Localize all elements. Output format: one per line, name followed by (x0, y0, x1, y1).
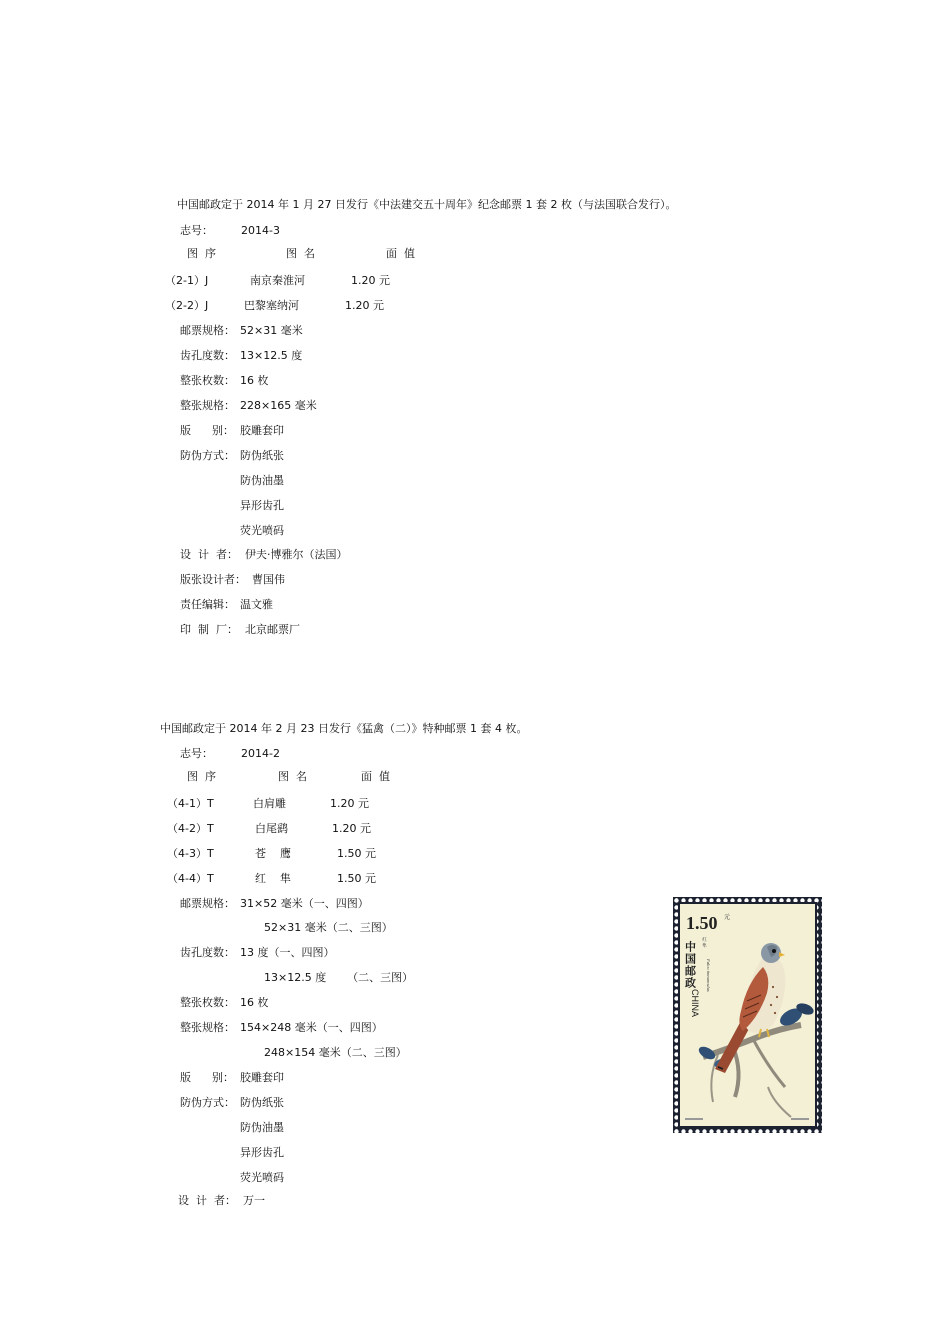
stamp-country-en: CHINA (690, 989, 700, 1018)
issue2-sheet-count: 16 枚 (240, 996, 269, 1009)
issue1-security-2: 防伪油墨 (240, 474, 284, 487)
issue1-printer: 北京邮票厂 (245, 623, 300, 636)
stamp-bird-latin: Falco tinnunculus (706, 959, 711, 992)
issue1-perf-label: 齿孔度数： (180, 349, 235, 362)
issue2-size-1: 31×52 毫米（一、四图） (240, 897, 369, 910)
issue1-security-1: 防伪纸张 (240, 449, 284, 462)
issue1-row1-value: 1.20 元 (351, 274, 390, 287)
issue1-zhihao: 2014-3 (241, 224, 280, 237)
issue2-security-3: 异形齿孔 (240, 1146, 284, 1159)
issue2-perf-2: 13×12.5 度 （二、三图） (264, 971, 414, 984)
issue2-security-4: 荧光喷码 (240, 1171, 284, 1184)
issue1-col-order: 图 序 (187, 247, 216, 260)
issue2-security-label: 防伪方式： (180, 1096, 235, 1109)
issue2-print: 胶雕套印 (240, 1071, 284, 1084)
issue1-row1-order: （2-1）J (165, 274, 209, 287)
issue2-row4-order: （4-4）T (167, 872, 214, 885)
issue1-zhihao-label: 志号： (180, 224, 213, 237)
issue1-designer: 伊夫·博雅尔（法国） (245, 548, 348, 561)
issue2-perf-1: 13 度（一、四图） (240, 946, 335, 959)
issue1-row2-value: 1.20 元 (345, 299, 384, 312)
issue1-editor-label: 责任编辑： (180, 598, 235, 611)
stamp-bird-caption: 红 隼 (701, 937, 707, 948)
issue2-print-label: 版 别： (180, 1071, 234, 1084)
issue2-designer: 万一 (243, 1194, 265, 1207)
issue1-row2-name: 巴黎塞纳河 (244, 299, 299, 312)
issue1-security-label: 防伪方式： (180, 449, 235, 462)
issue1-sheet-count-label: 整张枚数： (180, 374, 235, 387)
issue2-security-2: 防伪油墨 (240, 1121, 284, 1134)
issue1-security-3: 异形齿孔 (240, 499, 284, 512)
issue1-size: 52×31 毫米 (240, 324, 303, 337)
issue2-sheet-size-2: 248×154 毫米（二、三图） (264, 1046, 407, 1059)
issue1-col-name: 图 名 (286, 247, 315, 260)
issue2-col-name: 图 名 (278, 770, 307, 783)
issue2-row4-value: 1.50 元 (337, 872, 376, 885)
stamp-country-cn: 中国邮政 (683, 941, 697, 989)
issue1-col-value: 面 值 (386, 247, 415, 260)
issue1-print-label: 版 别： (180, 424, 234, 437)
issue2-size-label: 邮票规格： (180, 897, 235, 910)
issue1-sheet-count: 16 枚 (240, 374, 269, 387)
kestrel-on-branch-icon (673, 897, 822, 1133)
kestrel-stamp-image (673, 897, 822, 1133)
issue1-row1-name: 南京秦淮河 (250, 274, 305, 287)
issue1-designer-label: 设 计 者： (180, 548, 238, 561)
issue1-sheet-size-label: 整张规格： (180, 399, 235, 412)
issue2-sheet-size-1: 154×248 毫米（一、四图） (240, 1021, 383, 1034)
issue2-zhihao-label: 志号： (180, 747, 213, 760)
issue1-perf: 13×12.5 度 (240, 349, 303, 362)
issue1-sheet-designer: 曹国伟 (252, 573, 285, 586)
issue2-row1-order: （4-1）T (167, 797, 214, 810)
issue1-announcement: 中国邮政定于 2014 年 1 月 27 日发行《中法建交五十周年》纪念邮票 1 套 2 枚（与法国联合发行）。 (177, 198, 677, 211)
issue1-sheet-size: 228×165 毫米 (240, 399, 317, 412)
issue2-row2-name: 白尾鹞 (255, 822, 288, 835)
issue2-row1-value: 1.20 元 (330, 797, 369, 810)
issue1-size-label: 邮票规格： (180, 324, 235, 337)
issue1-row2-order: （2-2）J (165, 299, 209, 312)
issue1-sheet-designer-label: 版张设计者： (180, 573, 246, 586)
issue2-row3-value: 1.50 元 (337, 847, 376, 860)
issue2-row2-order: （4-2）T (167, 822, 214, 835)
issue2-row3-name: 苍 鹰 (255, 847, 291, 860)
issue1-editor: 温文雅 (240, 598, 273, 611)
issue2-zhihao: 2014-2 (241, 747, 280, 760)
issue2-col-value: 面 值 (361, 770, 390, 783)
issue1-print: 胶雕套印 (240, 424, 284, 437)
issue2-row2-value: 1.20 元 (332, 822, 371, 835)
issue2-perf-label: 齿孔度数： (180, 946, 235, 959)
issue2-row1-name: 白肩雕 (253, 797, 286, 810)
issue2-designer-label: 设 计 者： (178, 1194, 236, 1207)
issue2-announcement: 中国邮政定于 2014 年 2 月 23 日发行《猛禽（二）》特种邮票 1 套 4 枚。 (160, 722, 528, 735)
issue2-size-2: 52×31 毫米（二、三图） (264, 921, 393, 934)
stamp-value: 1.50 (686, 913, 718, 933)
issue2-sheet-size-label: 整张规格： (180, 1021, 235, 1034)
issue1-security-4: 荧光喷码 (240, 524, 284, 537)
issue2-row3-order: （4-3）T (167, 847, 214, 860)
issue2-sheet-count-label: 整张枚数： (180, 996, 235, 1009)
issue2-row4-name: 红 隼 (255, 872, 291, 885)
issue1-printer-label: 印 制 厂： (180, 623, 238, 636)
issue2-security-1: 防伪纸张 (240, 1096, 284, 1109)
issue2-col-order: 图 序 (187, 770, 216, 783)
stamp-value-unit: 元 (724, 914, 731, 921)
